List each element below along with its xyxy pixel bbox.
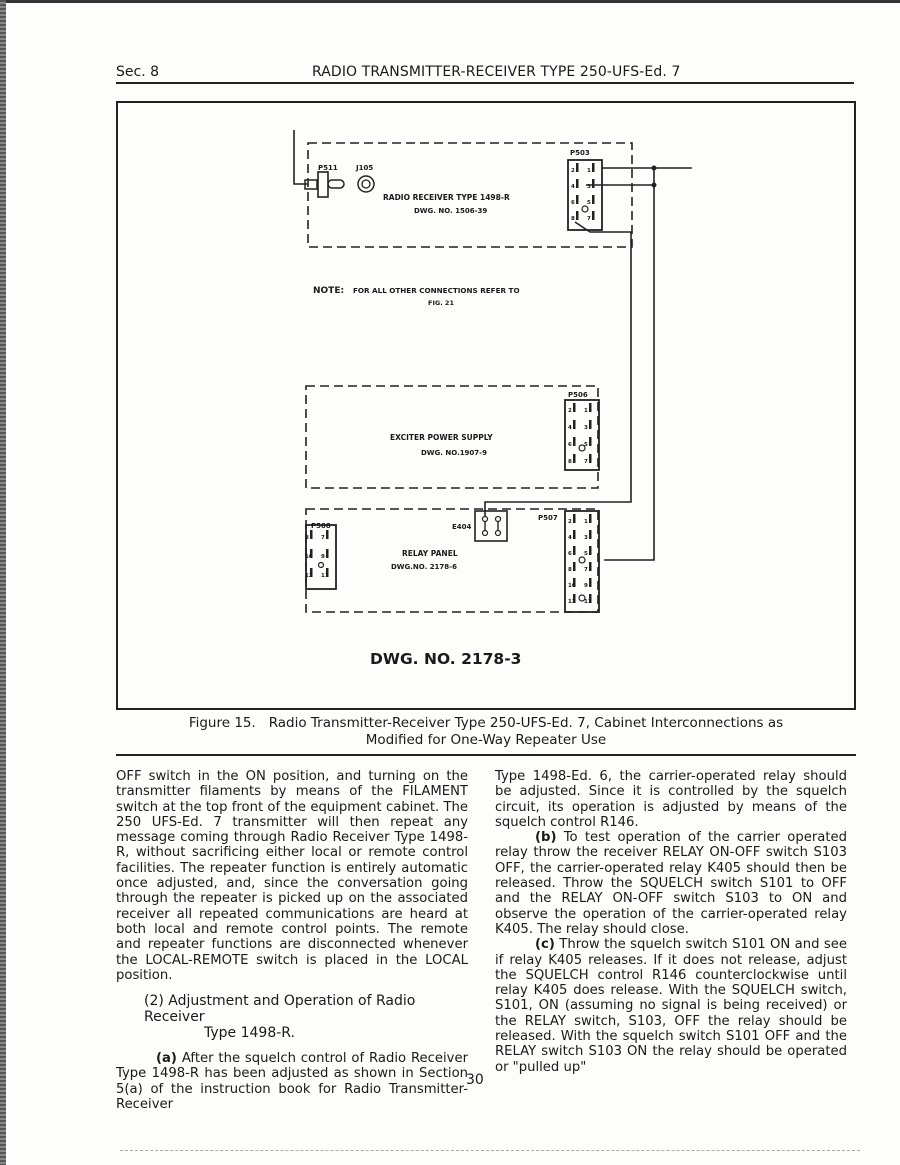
p508-pin-10-number: 10 — [305, 554, 313, 560]
connector-pins — [305, 163, 595, 605]
p503-pin-5-number: 5 — [587, 200, 591, 206]
p503-pin-1-number: 1 — [587, 168, 591, 174]
p506-pin-6-number: 6 — [568, 442, 572, 448]
p507-pin-11-number: 11 — [584, 599, 592, 605]
paragraph — [495, 937, 847, 1075]
item-text: After the squelch control of Radio Receiver Type 1498-R has been adjusted as shown in Section 5(a) of the instruction book for Radio Transmitter-Receiver — [116, 1051, 468, 1113]
p503-pin-1 — [592, 163, 595, 172]
p506-label: P506 — [568, 391, 588, 399]
j105-jack-inner — [362, 180, 370, 188]
receiver-name: RADIO RECEIVER TYPE 1498-R — [383, 193, 510, 202]
drawing-number: DWG. NO. 2178-3 — [370, 650, 522, 668]
p503-pin-2-number: 2 — [571, 168, 575, 174]
note-ref: FIG. 21 — [428, 299, 454, 307]
subhead-line2: Type 1498-R. — [204, 1025, 295, 1042]
exciter-dwg: DWG. NO.1907-9 — [421, 449, 487, 457]
note-text: FOR ALL OTHER CONNECTIONS REFER TO — [353, 286, 520, 295]
p506-pin-3 — [589, 420, 592, 429]
p503-pin-3-number: 3 — [587, 184, 591, 190]
p511-plug-pin — [328, 180, 344, 188]
subhead-line1: (2) Adjustment and Operation of Radio Receiver — [144, 993, 416, 1026]
p508-pin-8 — [310, 530, 313, 539]
p503-pin-6 — [576, 195, 579, 204]
paragraph — [116, 1051, 468, 1112]
p508-pin-9-number: 9 — [321, 554, 325, 560]
paragraph — [495, 830, 847, 937]
p503-pin-5 — [592, 195, 595, 204]
caption-rule — [116, 754, 856, 756]
p506-pin-8 — [573, 454, 576, 463]
p506-pin-5-number: 5 — [584, 442, 588, 448]
e404-terminal-block — [475, 511, 507, 541]
p508-pin-9 — [326, 549, 329, 558]
p507-pin-4-number: 4 — [568, 535, 572, 541]
p507-pin-9-number: 9 — [584, 583, 588, 589]
figure-caption — [118, 715, 854, 749]
p507-pin-7 — [589, 562, 592, 571]
p503-pin-2 — [576, 163, 579, 172]
p507-pin-7-number: 7 — [584, 567, 588, 573]
p506-pin-2 — [573, 403, 576, 412]
p507-pin-5 — [589, 546, 592, 555]
paragraph: OFF switch in the ON position, and turning on the transmitter filaments by means of the FILAMENT switch at the top front of the equipment cabinet. The 250 UFS-Ed. 7 transmitter will then repeat any message coming through Radio Receiver Type 1498-R, without sacrificing either local or remote control facilities. The repeater function is entirely automatic once adjusted, and, since the conversation going through the repeater is picked up on the associated receiver all repeated communications are heard at both local and remote control points. The remote and repeater functions are disconnected whenever the LOCAL-REMOTE switch is placed in the LOCAL position. — [116, 769, 468, 983]
p506-pin-4 — [573, 420, 576, 429]
j105-label: J105 — [356, 164, 374, 172]
p503-pin-7 — [592, 211, 595, 220]
p507-pin-10-number: 10 — [568, 583, 576, 589]
p503-pin-3 — [592, 179, 595, 188]
p508-pin-11-number: 11 — [321, 573, 329, 579]
p507-pin-6-number: 6 — [568, 551, 572, 557]
p507-pin-3-number: 3 — [584, 535, 588, 541]
p508-label: P508 — [311, 522, 331, 530]
p503-pin-4 — [576, 179, 579, 188]
p506-pin-7-number: 7 — [584, 459, 588, 465]
wire-p503-8 — [485, 222, 631, 517]
p511-plug-grip — [318, 172, 328, 197]
p507-pin-4 — [573, 530, 576, 539]
text-column-right — [495, 769, 847, 1075]
e404-label: E404 — [452, 523, 472, 531]
p507-pin-12-number: 12 — [568, 599, 576, 605]
exciter-name: EXCITER POWER SUPPLY — [390, 433, 493, 442]
p506-pin-7 — [589, 454, 592, 463]
relay-panel-dwg: DWG.NO. 2178-6 — [391, 563, 457, 571]
item-text: To test operation of the carrier operated relay throw the receiver RELAY ON-OFF switch S103 OFF, the carrier-operated relay K405 should then be released. Throw the SQUELCH switch S101 to OFF and the RELAY ON-OFF switch S103 to ON and observe the operation of the carrier-operated relay K405. The relay should close. — [495, 830, 847, 937]
figure-label: Figure 15. — [188, 715, 256, 731]
p508-pin-7-number: 7 — [321, 535, 325, 541]
p506-pin-6 — [573, 437, 576, 446]
caption-line2: Modified for One-Way Repeater Use — [365, 732, 607, 748]
j105-jack-outer — [358, 176, 374, 192]
p503-pin-7-number: 7 — [587, 216, 591, 222]
paragraph: Type 1498-Ed. 6, the carrier-operated relay should be adjusted. Since it is controlled by the squelch circuit, its operation is adjusted by means of the squelch control R146. — [495, 769, 847, 830]
note-lead: NOTE: — [313, 286, 345, 296]
caption-line1: Radio Transmitter-Receiver Type 250-UFS-Ed. 7, Cabinet Interconnections as — [268, 715, 784, 731]
p503-label: P503 — [570, 149, 590, 157]
page-number: 30 — [466, 1072, 484, 1088]
text-column-left — [116, 769, 468, 1112]
item-lead: (c) — [535, 937, 555, 953]
relay-panel-name: RELAY PANEL — [402, 549, 458, 558]
p507-pin-8-number: 8 — [568, 567, 572, 573]
p506-pin-1 — [589, 403, 592, 412]
item-lead: (b) — [535, 830, 557, 846]
p503-pin-8 — [576, 211, 579, 220]
item-lead: (a) — [156, 1051, 177, 1067]
antenna-lead — [294, 130, 308, 184]
p507-pin-9 — [589, 578, 592, 587]
section-label: Sec. 8 — [116, 64, 160, 80]
p506-pin-1-number: 1 — [584, 408, 588, 414]
p507-pin-2-number: 2 — [568, 519, 572, 525]
p507-pin-1 — [589, 514, 592, 523]
running-title: RADIO TRANSMITTER-RECEIVER TYPE 250-UFS-Ed. 7 — [312, 64, 681, 80]
p511-label: P511 — [318, 164, 338, 172]
p507-connector — [565, 511, 599, 612]
p507-label: P507 — [538, 514, 558, 522]
p507-pin-6 — [573, 546, 576, 555]
p506-pin-4-number: 4 — [568, 425, 572, 431]
p503-pin-8-number: 8 — [571, 216, 575, 222]
p507-pin-1-number: 1 — [584, 519, 588, 525]
p508-pin-8-number: 8 — [305, 535, 309, 541]
p506-pin-5 — [589, 437, 592, 446]
scan-footer-line — [120, 1150, 860, 1152]
receiver-dwg: DWG. NO. 1506-39 — [414, 207, 488, 215]
p506-pin-2-number: 2 — [568, 408, 572, 414]
p507-pin-2 — [573, 514, 576, 523]
p503-pin-4-number: 4 — [571, 184, 575, 190]
p508-pin-12-number: 12 — [305, 573, 313, 579]
item-text: Throw the squelch switch S101 ON and see if relay K405 releases. If it does not release, adjust the SQUELCH control R146 counterclockwise until relay K405 does release. With the SQUELCH switch, S101, ON (assuming no signal is being received) or the RELAY switch, S103, OFF the relay should be released. With the squelch switch S101 OFF and the RELAY switch S103 ON the relay should be operated or "pulled up" — [495, 937, 847, 1075]
p507-pin-3 — [589, 530, 592, 539]
p508-pin-7 — [326, 530, 329, 539]
p507-pin-5-number: 5 — [584, 551, 588, 557]
p506-pin-3-number: 3 — [584, 425, 588, 431]
subsection-heading — [116, 993, 468, 1041]
p503-pin-6-number: 6 — [571, 200, 575, 206]
p507-pin-8 — [573, 562, 576, 571]
p506-pin-8-number: 8 — [568, 459, 572, 465]
